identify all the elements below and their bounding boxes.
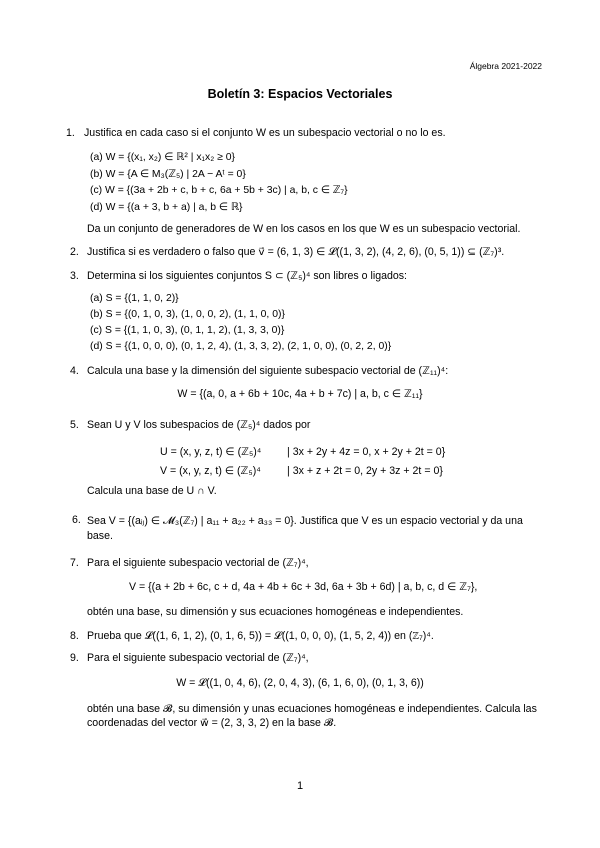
problem-7-text: Para el siguiente subespacio vectorial de (ℤ₇)⁴,: [87, 557, 309, 569]
problem-7-note: obtén una base, su dimensión y sus ecuaciones homogéneas e independientes.: [87, 606, 464, 618]
problem-5-u-left: U = (x, y, z, t) ∈ (ℤ₅)⁴: [160, 446, 262, 458]
problem-5-number: 5.: [70, 419, 79, 431]
problem-9-note: obtén una base 𝓑, su dimensión y unas ecuaciones homogéneas e independientes. Calcula las coordenadas del vector w⃗ = (2, 3, 3, 2) en la base 𝓑.: [87, 703, 537, 729]
page-number: 1: [296, 780, 304, 792]
problem-5-v-left: V = (x, y, z, t) ∈ (ℤ₅)⁴: [160, 465, 261, 477]
problem-1-item-b: (b) W = {A ∈ M₃(ℤ₅) | 2A − Aᵗ = 0}: [90, 169, 246, 180]
problem-2-text: Justifica si es verdadero o falso que v⃗ = (6, 1, 3) ∈ 𝓛((1, 3, 2), (4, 2, 6), (0, 5, 1)) ⊆ (ℤ₇)³.: [87, 246, 505, 258]
problem-1-item-a: (a) W = {(x₁, x₂) ∈ ℝ² | x₁x₂ ≥ 0}: [90, 152, 235, 163]
problem-5-v-right: | 3x + z + 2t = 0, 2y + 3z + 2t = 0}: [287, 465, 443, 477]
problem-3-text: Determina si los siguientes conjuntos S ⊂ (ℤ₅)⁴ son libres o ligados:: [87, 270, 407, 282]
problem-4-number: 4.: [70, 365, 79, 377]
problem-6-text: Sea V = {(aᵢⱼ) ∈ 𝓜₃(ℤ₇) | a₁₁ + a₂₂ + a₃₃ = 0}. Justifica que V es un espacio vectorial y da una base.: [87, 515, 523, 542]
problem-3-item-b: (b) S = {(0, 1, 0, 3), (1, 0, 0, 2), (1, 1, 0, 0)}: [90, 309, 285, 320]
problem-7-formula: V = {(a + 2b + 6c, c + d, 4a + 4b + 6c + 3d, 6a + 3b + 6d) | a, b, c, d ∈ ℤ₇},: [129, 581, 478, 593]
problem-1-text: Justifica en cada caso si el conjunto W es un subespacio vectorial o no lo es.: [84, 127, 446, 139]
problem-1-number: 1.: [66, 127, 75, 139]
problem-3-item-d: (d) S = {(1, 0, 0, 0), (0, 1, 2, 4), (1, 3, 3, 2), (2, 1, 0, 0), (0, 2, 2, 0)}: [90, 341, 392, 352]
problem-1-note: Da un conjunto de generadores de W en los casos en los que W es un subespacio vectorial.: [87, 223, 521, 235]
problem-9-text: Para el siguiente subespacio vectorial de (ℤ₇)⁴,: [87, 652, 309, 664]
problem-8-text: Prueba que 𝓛((1, 6, 1, 2), (0, 1, 6, 5)) = 𝓛((1, 0, 0, 0), (1, 5, 2, 4)) en (ℤ₇)⁴.: [87, 630, 434, 642]
problem-7-number: 7.: [70, 557, 79, 569]
problem-4-text: Calcula una base y la dimensión del siguiente subespacio vectorial de (ℤ₁₁)⁴:: [87, 365, 449, 377]
course-header: Álgebra 2021-2022: [469, 61, 542, 71]
problem-3-item-c: (c) S = {(1, 1, 0, 3), (0, 1, 1, 2), (1, 3, 3, 0)}: [90, 325, 285, 336]
problem-8-number: 8.: [70, 630, 79, 642]
problem-9-number: 9.: [70, 652, 79, 664]
problem-9-formula: W = 𝓛((1, 0, 4, 6), (2, 0, 4, 3), (6, 1, 6, 0), (0, 1, 3, 6)): [176, 677, 424, 689]
page-title: Boletín 3: Espacios Vectoriales: [207, 87, 393, 101]
problem-1-item-c: (c) W = {(3a + 2b + c, b + c, 6a + 5b + 3c) | a, b, c ∈ ℤ₇}: [90, 185, 348, 196]
problem-2-number: 2.: [70, 246, 79, 258]
problem-1-item-d: (d) W = {(a + 3, b + a) | a, b ∈ ℝ}: [90, 202, 243, 213]
problem-3-number: 3.: [70, 270, 79, 282]
problem-5-text: Sean U y V los subespacios de (ℤ₅)⁴ dados por: [87, 419, 311, 431]
problem-3-item-a: (a) S = {(1, 1, 0, 2)}: [90, 293, 179, 304]
problem-4-formula: W = {(a, 0, a + 6b + 10c, 4a + b + 7c) | a, b, c ∈ ℤ₁₁}: [177, 388, 423, 400]
problem-5-note: Calcula una base de U ∩ V.: [87, 485, 217, 497]
problem-5-u-right: | 3x + 2y + 4z = 0, x + 2y + 2t = 0}: [287, 446, 446, 458]
problem-6-number: 6.: [72, 514, 81, 526]
